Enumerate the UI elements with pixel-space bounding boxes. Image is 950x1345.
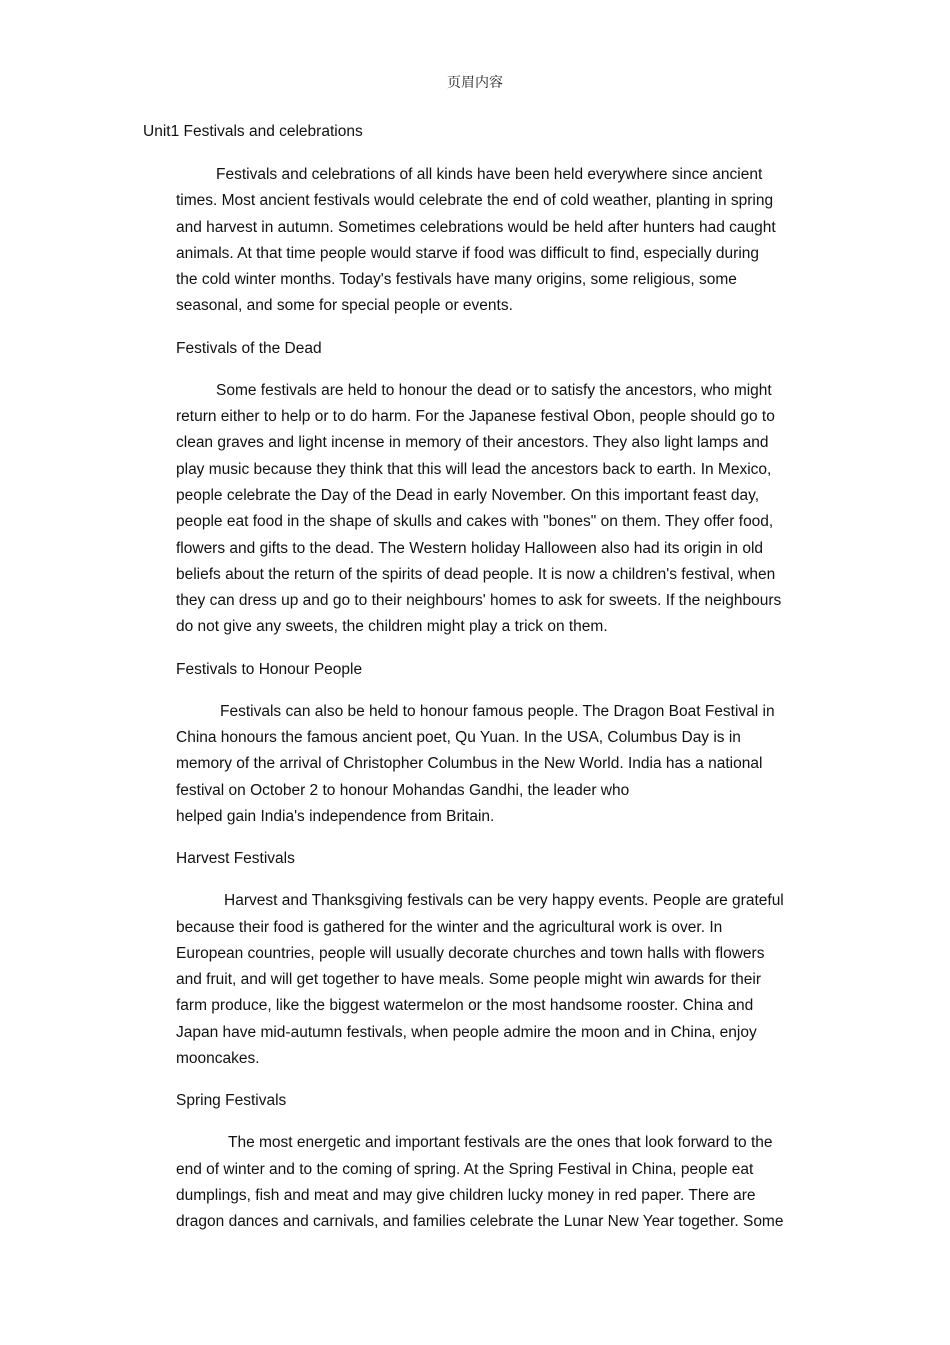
paragraph-line: dumplings, fish and meat and may give children lucky money in red paper. There are (176, 1186, 756, 1204)
section-paragraph-honour (176, 699, 816, 830)
intro-line: and harvest in autumn. Sometimes celebrations would be held after hunters had caught (176, 218, 776, 236)
paragraph-line: memory of the arrival of Christopher Columbus in the New World. India has a national (176, 755, 763, 773)
paragraph-line: people eat food in the shape of skulls and cakes with "bones" on them. They offer food, (176, 513, 774, 531)
paragraph-line: clean graves and light incense in memory of their ancestors. They also light lamps and (176, 434, 769, 452)
paragraph-line: festival on October 2 to honour Mohandas Gandhi, the leader who (176, 781, 630, 799)
intro-paragraph (176, 162, 816, 320)
intro-line: times. Most ancient festivals would celebrate the end of cold weather, planting in spring (176, 192, 774, 210)
section-heading-dead: Festivals of the Dead (176, 339, 322, 357)
paragraph-line: return either to help or to do harm. For the Japanese festival Obon, people should go to (176, 408, 775, 426)
paragraph-line: mooncakes. (176, 1050, 260, 1068)
paragraph-line: farm produce, like the biggest watermelon or the most handsome rooster. China and (176, 997, 754, 1015)
section-heading-harvest: Harvest Festivals (176, 850, 295, 868)
paragraph-line: European countries, people will usually decorate churches and town halls with flowers (176, 944, 765, 962)
paragraph-line: flowers and gifts to the dead. The Western holiday Halloween also had its origin in old (176, 539, 764, 557)
paragraph-line: dragon dances and carnivals, and families celebrate the Lunar New Year together. Some (176, 1213, 784, 1231)
section-heading-honour: Festivals to Honour People (176, 660, 363, 678)
paragraph-line: beliefs about the return of the spirits of dead people. It is now a children's festival, when (176, 565, 776, 583)
section-heading-spring: Spring Festivals (176, 1092, 287, 1110)
paragraph-line: Festivals can also be held to honour famous people. The Dragon Boat Festival in (220, 702, 775, 720)
paragraph-line: do not give any sweets, the children might play a trick on them. (176, 618, 608, 636)
intro-line: seasonal, and some for special people or events. (176, 297, 513, 315)
intro-line: the cold winter months. Today's festivals have many origins, some religious, some (176, 271, 737, 289)
paragraph-line: because their food is gathered for the winter and the agricultural work is over. In (176, 918, 723, 936)
paragraph-line: Japan have mid-autumn festivals, when people admire the moon and in China, enjoy (176, 1023, 757, 1041)
paragraph-line: end of winter and to the coming of spring. At the Spring Festival in China, people eat (176, 1160, 754, 1178)
paragraph-line: play music because they think that this will lead the ancestors back to earth. In Mexico, (176, 460, 772, 478)
paragraph-line: and fruit, and will get together to have meals. Some people might win awards for their (176, 971, 762, 989)
paragraph-line: people celebrate the Day of the Dead in early November. On this important feast day, (176, 486, 760, 504)
intro-line: animals. At that time people would starve if food was difficult to find, especially during (176, 244, 759, 262)
intro-line: Festivals and celebrations of all kinds have been held everywhere since ancient (216, 166, 763, 183)
page-header: 页眉内容 (447, 75, 503, 91)
paragraph-line: China honours the famous ancient poet, Qu Yuan. In the USA, Columbus Day is in (176, 729, 741, 747)
section-paragraph-spring (176, 1130, 816, 1235)
paragraph-line: helped gain India's independence from Britain. (176, 807, 495, 825)
paragraph-line: Some festivals are held to honour the dead or to satisfy the ancestors, who might (216, 381, 772, 399)
unit-title: Unit1 Festivals and celebrations (143, 123, 363, 140)
section-paragraph-dead (176, 378, 816, 641)
paragraph-line: they can dress up and go to their neighbours' homes to ask for sweets. If the neighbours (176, 592, 782, 610)
document-body (176, 162, 816, 1236)
paragraph-line: Harvest and Thanksgiving festivals can be very happy events. People are grateful (224, 892, 784, 910)
section-paragraph-harvest (176, 888, 816, 1072)
paragraph-line: The most energetic and important festivals are the ones that look forward to the (228, 1134, 773, 1152)
